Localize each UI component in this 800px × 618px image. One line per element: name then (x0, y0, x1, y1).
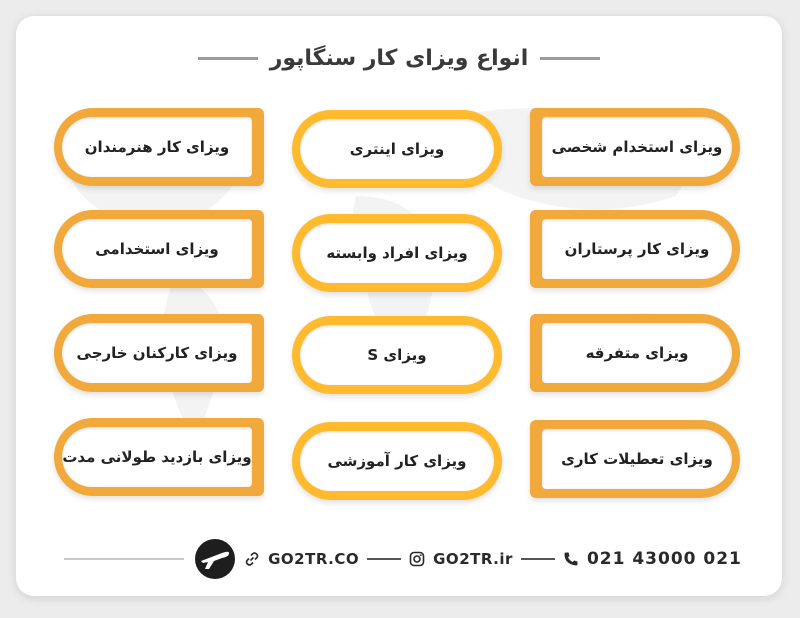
instagram-text: GO2TR.ir (433, 550, 513, 568)
instagram-icon (409, 551, 425, 567)
visa-label: ویزای بازدید طولانی مدت (62, 448, 252, 466)
website-text: GO2TR.CO (268, 550, 360, 568)
page-title: انواع ویزای کار سنگاپور (269, 45, 529, 71)
visa-label: ویزای استخدامی (95, 240, 219, 258)
visa-label: ویزای استخدام شخصی (551, 138, 723, 156)
visa-label: ویزای کار هنرمندان (84, 138, 230, 156)
title-divider-right (540, 57, 600, 60)
plane-logo-icon (192, 536, 238, 582)
visa-label: ویزای کارکنان خارجی (76, 344, 238, 362)
footer-separator (521, 558, 555, 560)
header (16, 38, 782, 78)
visa-label: ویزای کار آموزشی (327, 452, 467, 470)
phone-icon (563, 551, 579, 567)
infographic-card (16, 16, 782, 596)
visa-item-dependants (292, 214, 502, 292)
visa-item-s-pass (292, 316, 502, 394)
instagram-item[interactable] (409, 550, 513, 568)
world-map-background (16, 16, 782, 596)
title-divider-left (198, 57, 258, 60)
visa-item-working-holiday (530, 420, 740, 498)
visa-label: ویزای افراد وابسته (326, 244, 468, 262)
footer-divider (64, 558, 184, 560)
visa-label: ویزای متفرقه (585, 344, 689, 362)
visa-label: ویزای کار پرستاران (564, 240, 710, 258)
website-item[interactable] (244, 550, 359, 568)
visa-label: ویزای اینتری (349, 140, 445, 158)
visa-item-nurses (530, 210, 740, 288)
visa-label: ویزای S (367, 346, 427, 364)
visa-item-long-term-visit (54, 418, 264, 496)
visa-label: ویزای تعطیلات کاری (561, 450, 713, 468)
phone-item[interactable] (563, 549, 742, 569)
footer-separator (367, 558, 401, 560)
visa-item-foreign-workers (54, 314, 264, 392)
visa-item-entre (292, 110, 502, 188)
visa-item-training (292, 422, 502, 500)
visa-item-personal-employment (530, 108, 740, 186)
visa-item-miscellaneous (530, 314, 740, 392)
contact-footer (16, 542, 782, 576)
visa-item-employment (54, 210, 264, 288)
visa-item-artists (54, 108, 264, 186)
link-icon (244, 551, 260, 567)
phone-text: 021 43000 021 (586, 549, 742, 569)
